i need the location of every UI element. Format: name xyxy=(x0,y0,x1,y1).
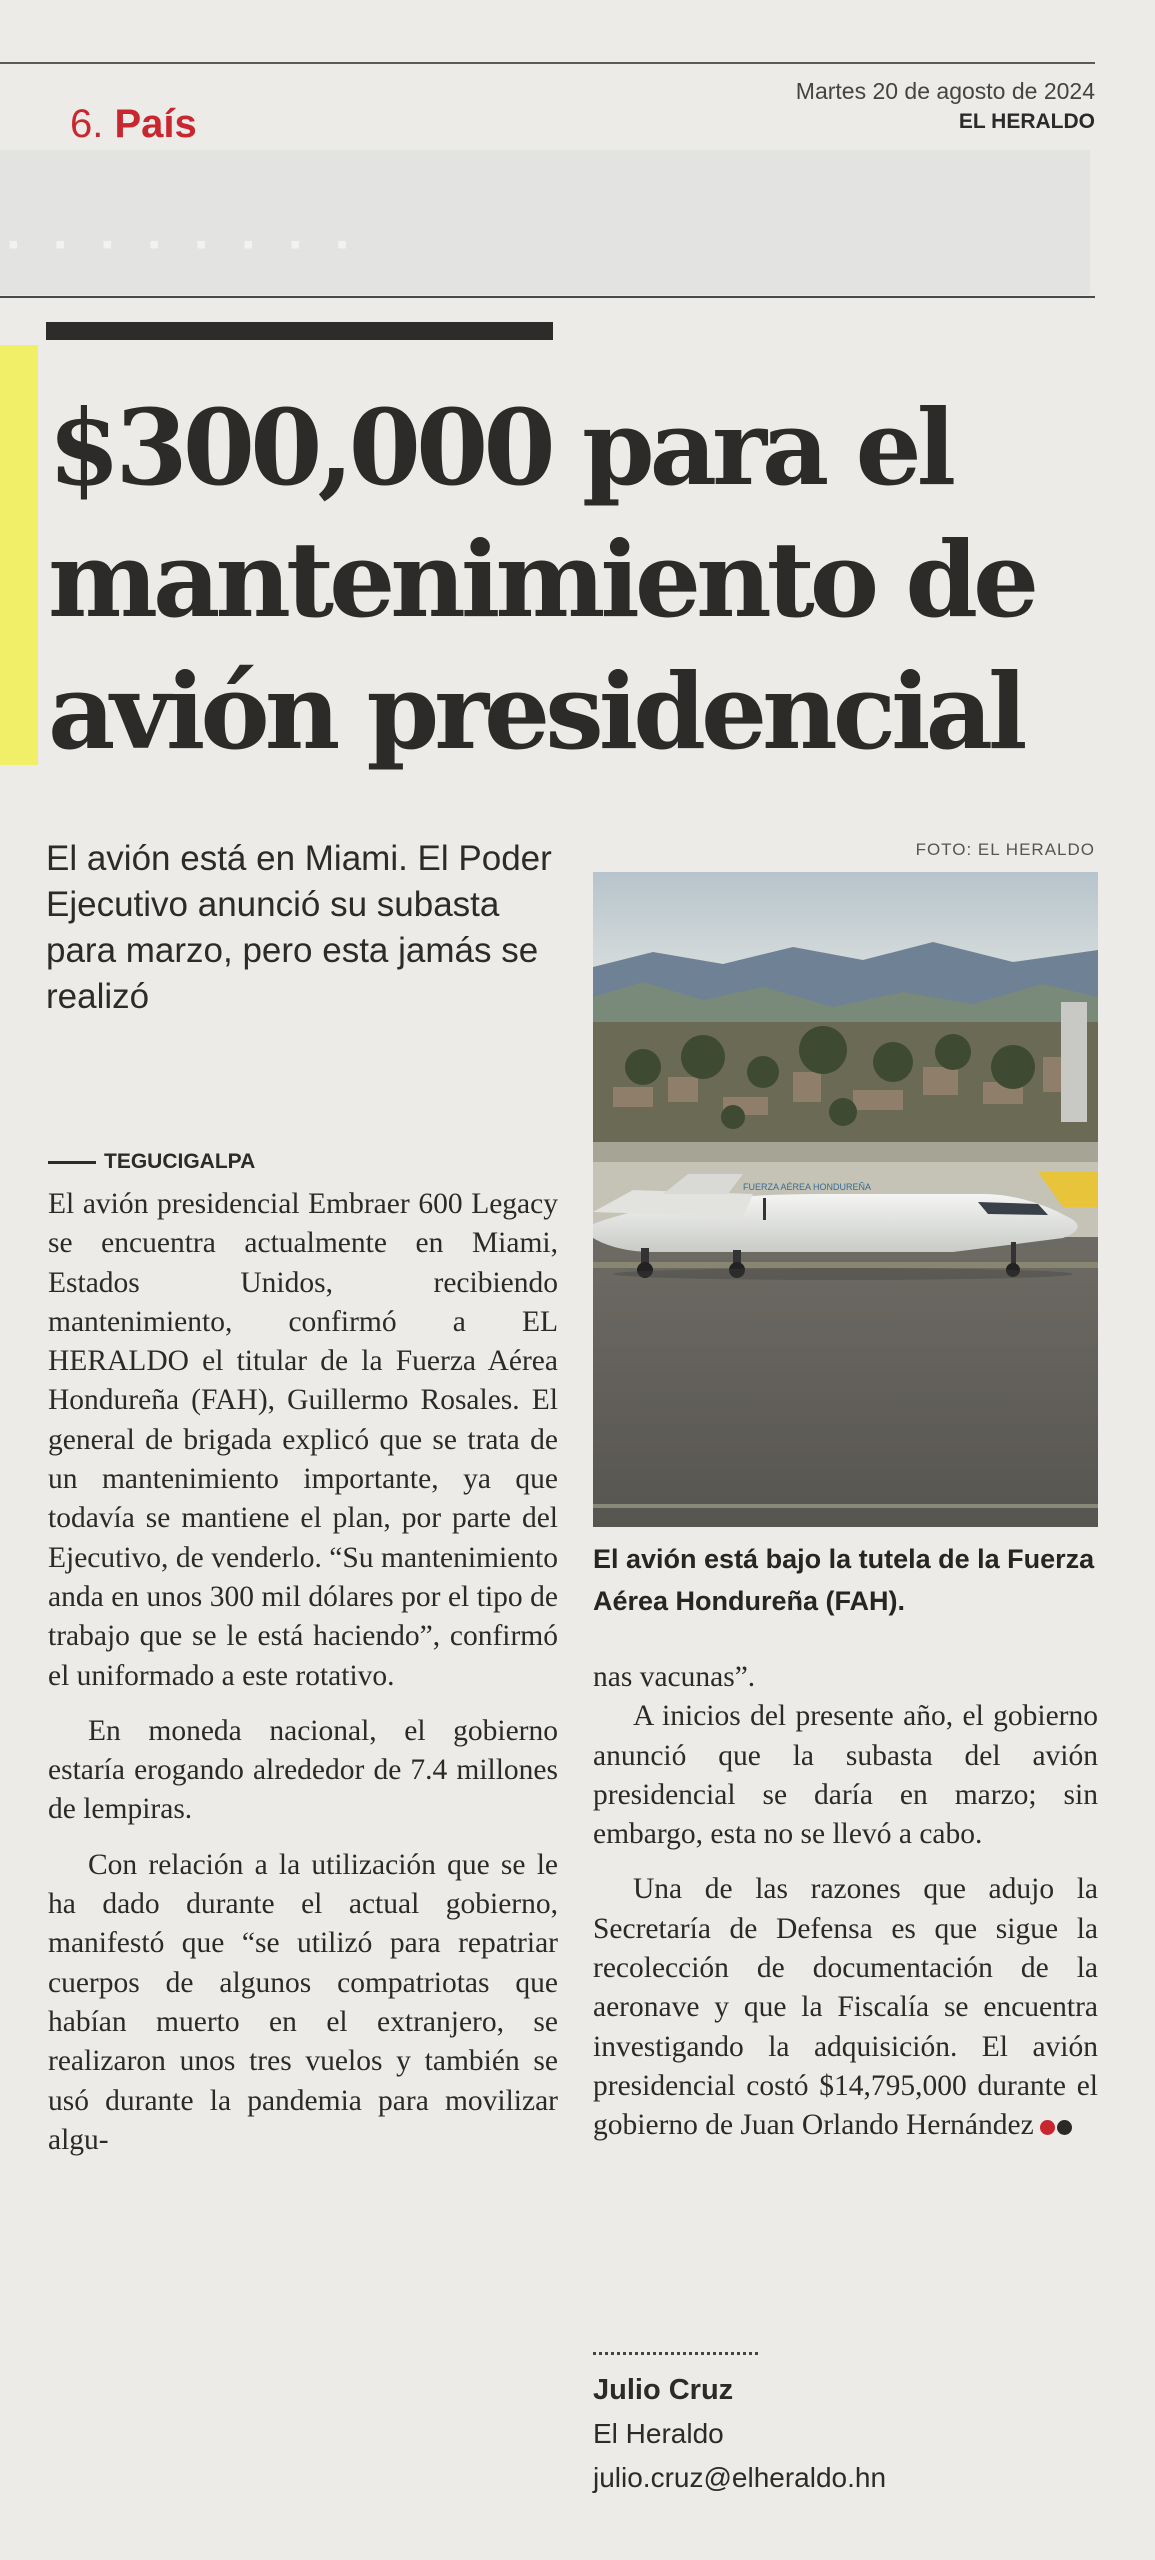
section-rule xyxy=(0,296,1095,298)
byline-author: Julio Cruz xyxy=(593,2374,734,2406)
byline-divider xyxy=(593,2352,758,2355)
top-rule xyxy=(0,62,1095,64)
newspaper-name: EL HERALDO xyxy=(958,110,1095,133)
dateline-city: TEGUCIGALPA xyxy=(104,1150,256,1173)
photo-credit: FOTO: EL HERALDO xyxy=(915,840,1095,859)
body-column-1 xyxy=(48,1185,558,2160)
body-paragraph: Con relación a la utilización que se le ha dado durante el actual gobierno, manifestó que “se utilizó para repatriar cuerpos de algunos compatriotas que habían muerto en el extranjero, se realizaron unos tres vuelos y también se usó durante la pandemia para movilizar algu- xyxy=(48,1848,558,2156)
body-paragraph: nas vacunas”. xyxy=(593,1661,756,1693)
airplane-photo-illustration xyxy=(593,872,1098,1527)
body-paragraph: El avión presidencial Embraer 600 Legacy se encuentra actualmente en Miami, Estados Unidos, recibiendo mantenimiento, confirmó a EL HERALDO el titular de la Fuerza Aérea Hondureña (FAH), Guillermo Rosales. El general de brigada explicó que se trata de un mantenimiento importante, ya que todavía se mantiene el plan, por parte del Ejecutivo, de venderlo. “Su mantenimiento anda en unos 300 mil dólares por el tipo de trabajo que se le está haciendo”, confirmó el uniformado a este rotativo. xyxy=(48,1188,558,1692)
issue-date: Martes 20 de agosto de 2024 xyxy=(795,78,1095,104)
airplane-photo xyxy=(593,872,1098,1527)
body-paragraph: A inicios del presente año, el gobierno anunció que la subasta del avión presidencial se daría en marzo; sin embargo, esta no se llevó a cabo. xyxy=(593,1700,1098,1851)
section-name: País xyxy=(114,102,197,146)
end-mark-red-dot-icon xyxy=(1040,2120,1055,2135)
byline-organization: El Heraldo xyxy=(593,2418,724,2449)
dateline-dash xyxy=(48,1161,96,1164)
plane-livery-text: FUERZA AÉREA HONDUREÑA xyxy=(743,1182,872,1192)
headline: $300,000 para el mantenimiento de avión presidencial xyxy=(48,386,1035,773)
deck-summary: El avión está en Miami. El Poder Ejecutivo anunció su subasta para marzo, pero esta jamás se realizó xyxy=(46,839,552,1016)
body-column-2 xyxy=(593,1658,1098,2146)
end-mark-dark-dot-icon xyxy=(1057,2120,1072,2135)
headline-bar xyxy=(46,322,553,340)
page-section-label xyxy=(70,102,197,147)
body-paragraph-final xyxy=(593,1870,1098,2145)
byline-email: julio.cruz@elheraldo.hn xyxy=(593,2462,887,2493)
body-paragraph-text: Una de las razones que adujo la Secretaría de Defensa es que sigue la recolección de documentación de la aeronave y que la Fiscalía se encuentra investigando la adquisición. El avión presidencial costó $14,795,000 durante el gobierno de Juan Orlando Hernández xyxy=(593,1873,1098,2142)
body-paragraph: En moneda nacional, el gobierno estaría erogando alrededor de 7.4 millones de lempiras. xyxy=(48,1714,558,1826)
bleed-through-decoration: ▪ ▪ ▪ ▪ ▪ ▪ ▪ ▪ xyxy=(8,228,362,261)
photo-caption: El avión está bajo la tutela de la Fuerza Aérea Hondureña (FAH). xyxy=(593,1544,1095,1616)
page-number: 6. xyxy=(70,102,104,146)
highlighter-mark xyxy=(0,345,38,765)
dateline xyxy=(48,1150,255,1174)
bleed-through-band xyxy=(0,150,1090,295)
